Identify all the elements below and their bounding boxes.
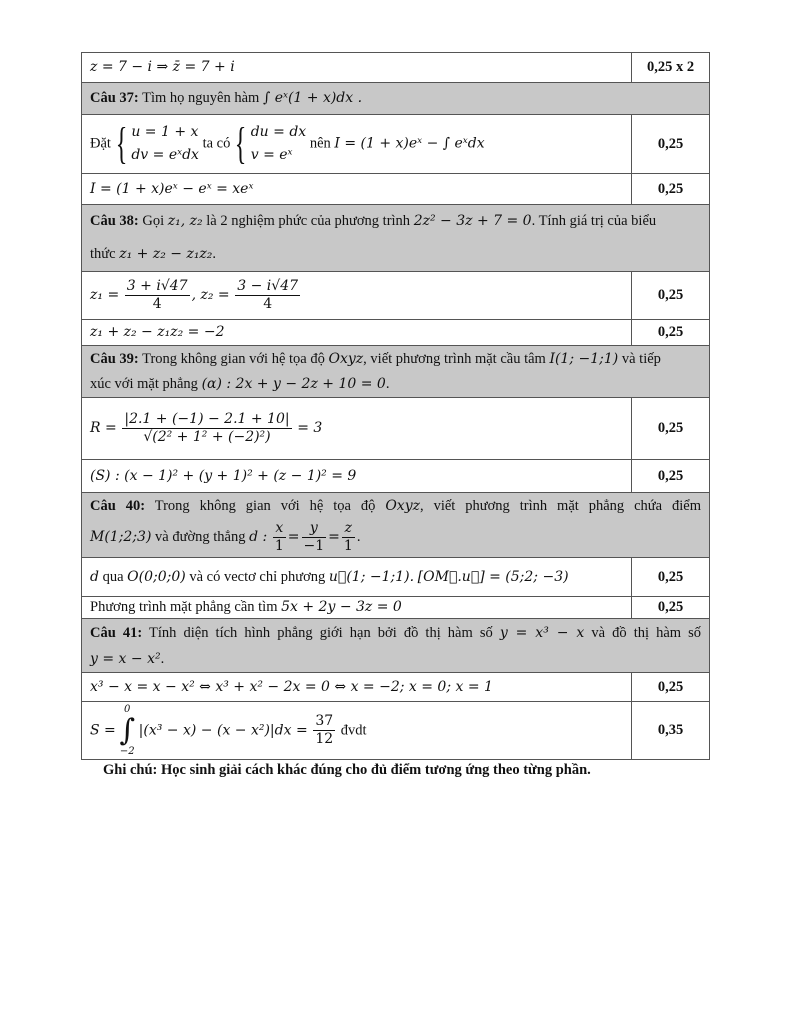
formula: z₁ = [90, 286, 120, 303]
question-text: Gọi [142, 213, 165, 229]
numerator: 3 + i√47 [126, 278, 188, 294]
formula: u⃗(1; −1;1). [328, 568, 415, 585]
score-cell: 0,35 [632, 702, 710, 760]
question-text: , viết phương trình mặt phẳng chứa điểm [420, 498, 702, 514]
question-text: Tìm họ nguyên hàm [142, 90, 260, 106]
formula: z = 7 − i ⇒ z̄ = 7 + i [90, 59, 235, 75]
question-line [90, 494, 701, 518]
denominator: 1 [274, 538, 284, 555]
lower-limit: −2 [119, 745, 135, 757]
question-row [82, 619, 710, 673]
question-text: Trong không gian với hệ tọa độ [142, 350, 325, 367]
question-40 [82, 493, 710, 558]
question-text: Tính diện tích hình phẳng giới hạn bởi đồ thị hàm số [149, 624, 493, 641]
formula: S = [90, 721, 116, 738]
equation: v = eˣ [250, 147, 293, 163]
numerator: |2.1 + (−1) − 2.1 + 10| [124, 411, 290, 427]
question-text: . [356, 529, 361, 545]
numerator: x [275, 520, 284, 537]
question-row [82, 83, 710, 115]
table-row [82, 597, 710, 619]
left-brace-icon: { [234, 119, 247, 168]
left-brace-icon: { [115, 119, 127, 168]
footnote: Ghi chú: Học sinh giải cách khác đúng cho đủ điểm tương ứng theo từng phần. [103, 762, 591, 778]
question-label: Câu 38: [90, 213, 139, 229]
formula: I = (1 + x)eˣ − eˣ = xeˣ [90, 180, 254, 197]
answer-cell [82, 558, 632, 597]
formula: Oxyz [328, 350, 364, 367]
table-row [82, 53, 710, 83]
system-of-equations [131, 121, 199, 167]
question-label: Câu 41: [90, 624, 143, 641]
formula: z₁, z₂ [167, 213, 203, 229]
text: và có vectơ chỉ phương [189, 568, 326, 585]
unit: đvdt [340, 721, 367, 738]
question-label: Câu 40: [90, 498, 146, 514]
fraction [342, 520, 355, 555]
equation: u = 1 + x [131, 124, 199, 140]
table-row [82, 174, 710, 205]
score-cell: 0,25 x 2 [632, 53, 710, 83]
equation: du = dx [250, 124, 307, 140]
formula: ∫ eˣ(1 + x)dx . [262, 90, 363, 106]
answer-cell [82, 398, 632, 460]
answer-cell [82, 174, 632, 205]
formula: d : [249, 529, 268, 545]
table-row [82, 558, 710, 597]
formula: , z₂ = [191, 286, 230, 303]
score-cell: 0,25 [632, 272, 710, 320]
equation: dv = eˣdx [131, 147, 199, 163]
fraction [125, 278, 190, 313]
table-row [82, 272, 710, 320]
system-of-equations [251, 121, 306, 167]
question-text: là 2 nghiệm phức của phương trình [206, 213, 411, 229]
question-text: . [385, 375, 390, 392]
question-line [90, 620, 701, 646]
question-text: và tiếp [621, 350, 661, 367]
denominator: 1 [343, 538, 353, 555]
answer-cell [82, 53, 632, 83]
score-cell: 0,25 [632, 597, 710, 619]
score-cell: 0,25 [632, 673, 710, 702]
table-row [82, 460, 710, 493]
formula: y = x³ − x [499, 624, 585, 641]
question-text: xúc với mặt phẳng [90, 375, 198, 392]
formula: (S) : (x − 1)² + (y + 1)² + (z − 1)² = 9 [90, 467, 357, 484]
text: ta có [202, 135, 231, 152]
answer-cell [82, 320, 632, 346]
formula: M(1;2;3) [90, 529, 152, 545]
formula: 5x + 2y − 3z = 0 [281, 599, 402, 615]
answer-cell [82, 673, 632, 702]
answer-cell [82, 115, 632, 174]
answer-table [81, 52, 710, 760]
table-row [82, 320, 710, 346]
formula: Oxyz [385, 498, 420, 514]
question-text: Trong không gian với hệ tọa độ [154, 498, 376, 514]
question-38 [82, 205, 710, 272]
denominator: √(2² + 1² + (−2)²) [122, 428, 291, 446]
question-text: . Tính giá trị của biểu [531, 213, 657, 229]
upper-limit: 0 [124, 703, 131, 715]
formula: x³ − x = x − x² ⇔ x³ + x² − 2x = 0 ⇔ x = −2; x = 0; x = 1 [90, 678, 493, 695]
numerator: 37 [315, 713, 334, 729]
equals-sign: = [287, 529, 300, 545]
fraction [273, 520, 286, 555]
score-cell: 0,25 [632, 558, 710, 597]
score-cell: 0,25 [632, 398, 710, 460]
question-39 [82, 346, 710, 398]
formula: z₁ + z₂ − z₁z₂ = −2 [90, 324, 225, 340]
question-label: Câu 39: [90, 350, 139, 367]
answer-cell [82, 460, 632, 493]
question-text: thức [90, 246, 116, 262]
formula: z₁ + z₂ − z₁z₂ [119, 246, 213, 262]
fraction [122, 411, 291, 446]
denominator: 4 [235, 295, 300, 313]
question-text: . [212, 246, 217, 262]
question-41 [82, 619, 710, 673]
text: qua [102, 568, 124, 585]
formula: = 3 [297, 419, 323, 436]
formula: I(1; −1;1) [549, 350, 619, 367]
denominator: 4 [125, 295, 190, 313]
denominator: 12 [315, 731, 334, 747]
formula: d [90, 568, 99, 585]
score-cell: 0,25 [632, 174, 710, 205]
table-row [82, 673, 710, 702]
formula: 2z² − 3z + 7 = 0 [413, 213, 532, 229]
question-text: và đường thẳng [155, 529, 246, 545]
answer-cell [82, 597, 632, 619]
numerator: z [344, 520, 353, 537]
question-line [90, 646, 701, 672]
question-text: , viết phương trình mặt cầu tâm [363, 350, 546, 367]
formula: O(0;0;0) [127, 568, 186, 585]
fraction [302, 520, 327, 555]
question-37 [82, 83, 710, 115]
text: Đặt [90, 135, 111, 152]
question-text: . [160, 650, 165, 667]
formula: y = x − x² [90, 650, 161, 667]
question-label: Câu 37: [90, 90, 139, 106]
question-line [90, 518, 701, 556]
answer-cell [82, 702, 632, 760]
text: nên [309, 135, 331, 152]
score-cell: 0,25 [632, 115, 710, 174]
question-row [82, 346, 710, 398]
table-row [82, 398, 710, 460]
score-cell: 0,25 [632, 460, 710, 493]
formula: |(x³ − x) − (x − x²)|dx = [138, 721, 308, 738]
formula: (α) : 2x + y − 2z + 10 = 0 [201, 375, 386, 392]
score-cell: 0,25 [632, 320, 710, 346]
question-row [82, 205, 710, 272]
denominator: −1 [303, 538, 325, 555]
question-text: và đồ thị hàm số [591, 624, 702, 641]
table-row [82, 115, 710, 174]
formula: [OM⃗.u⃗] = (5;2; −3) [417, 568, 569, 585]
question-row [82, 493, 710, 558]
table-row [82, 702, 710, 760]
equals-sign: = [328, 529, 340, 545]
numerator: 3 − i√47 [237, 278, 299, 294]
numerator: y [309, 520, 318, 537]
fraction [235, 278, 300, 313]
integral-sign: 0 ∫ −2 [119, 703, 136, 757]
answer-cell [82, 272, 632, 320]
formula: R = [90, 419, 117, 436]
fraction [313, 713, 335, 748]
text: Phương trình mặt phẳng cần tìm [90, 599, 278, 615]
formula: I = (1 + x)eˣ − ∫ eˣdx [334, 135, 485, 152]
